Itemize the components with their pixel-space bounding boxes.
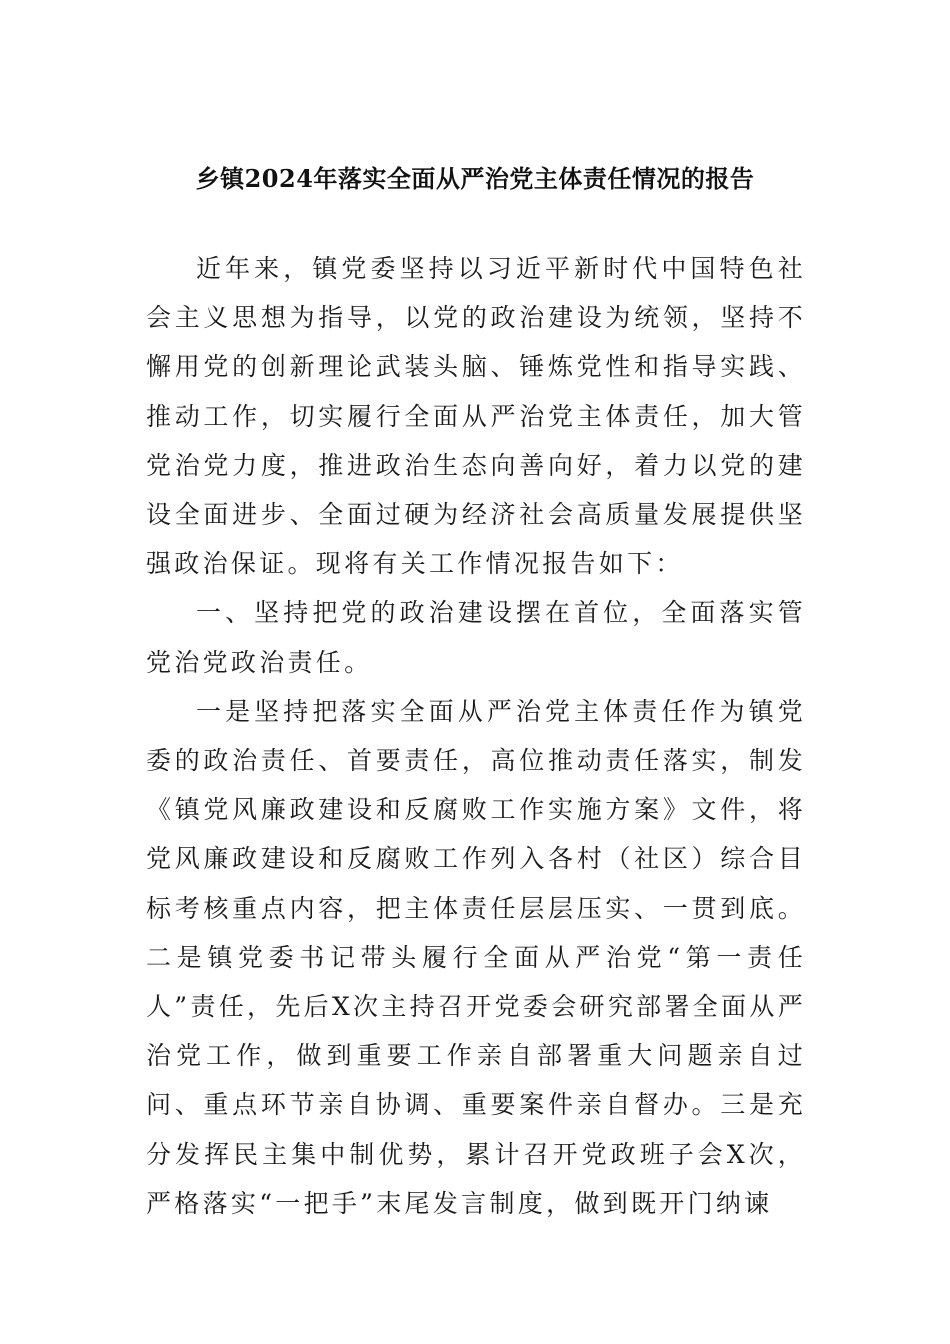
- paragraph-section-1: 一是坚持把落实全面从严治党主体责任作为镇党委的政治责任、首要责任，高位推动责任落实，制发《镇党风廉政建设和反腐败工作实施方案》文件，将党风廉政建设和反腐败工作列入各村（社区）综合目标考核重点内容，把主体责任层层压实、一贯到底。二是镇党委书记带头履行全面从严治党“第一责任人”责任，先后X次主持召开党委会研究部署全面从严治党工作，做到重要工作亲自部署重大问题亲自过问、重点环节亲自协调、重要案件亲自督办。三是充分发挥民主集中制优势，累计召开党政班子会X次，严格落实“一把手”末尾发言制度，做到既开门纳谏: [146, 696, 806, 1218]
- paragraph-intro: 近年来，镇党委坚持以习近平新时代中国特色社会主义思想为指导，以党的政治建设为统领，坚持不懈用党的创新理论武装头脑、锤炼党性和指导实践、推动工作，切实履行全面从严治党主体责任，加大管党治党力度，推进政治生态向善向好，着力以党的建设全面进步、全面过硬为经济社会高质量发展提供坚强政治保证。现将有关工作情况报告如下：: [146, 254, 806, 579]
- document-title: 乡镇2024年落实全面从严治党主体责任情况的报告: [195, 164, 755, 193]
- document-body: [146, 244, 806, 1228]
- section-heading-1: 一、坚持把党的政治建设摆在首位，全面落实管党治党政治责任。: [146, 598, 806, 677]
